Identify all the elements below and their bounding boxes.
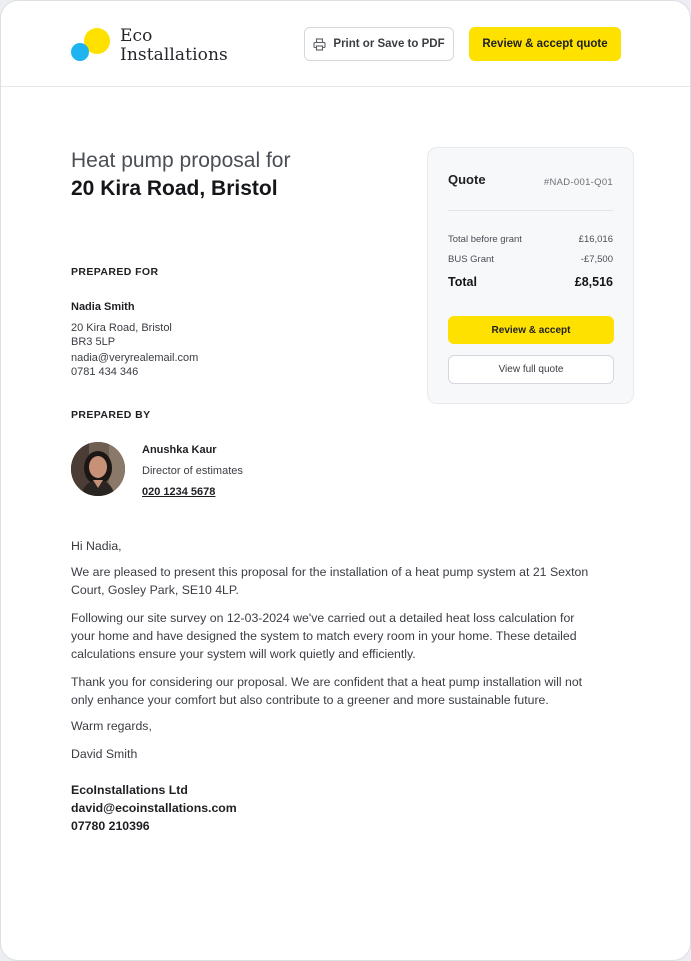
company-phone: 07780 210396 (71, 819, 150, 833)
customer-email: nadia@veryrealemail.com (71, 352, 199, 364)
letter-paragraph-3: Thank you for considering our proposal. We are confident that a heat pump installation will not only enhance your comfort but also contribute to a greener and more sustainable future. (71, 675, 583, 707)
brand-logo[interactable] (71, 27, 231, 67)
proposal-title-line-1: Heat pump proposal for (71, 149, 291, 172)
accept-button-label: Review & accept quote (482, 38, 608, 50)
company-name: EcoInstallations Ltd (71, 783, 188, 797)
letter-paragraph-2: Following our site survey on 12-03-2024 we've carried out a detailed heat loss calculation for your home and have designed the system to match every room in your home. These detailed calculations ensure your system will work quietly and efficiently. (71, 611, 577, 661)
brand-wordmark (120, 27, 228, 65)
agent-phone-link[interactable]: 020 1234 5678 (142, 486, 216, 498)
prepared-by-label: PREPARED BY (71, 409, 151, 421)
quote-row-bus-grant (448, 254, 613, 265)
quote-total-value: £8,516 (574, 275, 613, 289)
proposal-title-address: 20 Kira Road, Bristol (71, 177, 278, 200)
brand-line-1: Eco (120, 26, 153, 46)
quote-row-before-grant (448, 234, 613, 245)
quote-row-label: BUS Grant (448, 254, 494, 265)
prepared-for-label: PREPARED FOR (71, 266, 159, 278)
review-accept-quote-button[interactable] (469, 27, 621, 61)
customer-address-line-1: 20 Kira Road, Bristol (71, 322, 172, 334)
quote-reference: #NAD-001-Q01 (543, 177, 613, 188)
avatar (71, 442, 125, 496)
quote-row-label: Total before grant (448, 234, 522, 245)
quote-total-row (448, 275, 613, 289)
review-accept-label: Review & accept (491, 324, 571, 336)
letter-signer: David Smith (71, 747, 138, 761)
customer-postcode: BR3 5LP (71, 336, 116, 348)
quote-row-value: -£7,500 (580, 254, 613, 265)
print-button-label: Print or Save to PDF (333, 38, 445, 50)
review-accept-button[interactable] (448, 316, 614, 344)
agent-portrait-icon (71, 442, 125, 496)
letter-closing: Warm regards, (71, 719, 152, 733)
quote-summary-card (427, 147, 634, 404)
brand-line-2: Installations (120, 45, 228, 65)
customer-name: Nadia Smith (71, 301, 135, 313)
customer-phone: 0781 434 346 (71, 366, 139, 378)
quote-row-value: £16,016 (578, 234, 613, 245)
printer-icon (313, 38, 326, 51)
logo-mark-icon (71, 27, 113, 63)
header-bar (1, 1, 690, 87)
view-full-quote-button[interactable] (448, 355, 614, 384)
quote-total-label: Total (448, 275, 477, 289)
company-email: david@ecoinstallations.com (71, 801, 237, 815)
print-save-pdf-button[interactable] (304, 27, 454, 61)
letter-greeting: Hi Nadia, (71, 539, 122, 553)
agent-name: Anushka Kaur (142, 444, 217, 456)
quote-divider (448, 210, 613, 211)
view-full-quote-label: View full quote (498, 364, 564, 375)
quote-title: Quote (448, 172, 486, 187)
agent-role: Director of estimates (142, 465, 243, 477)
letter-paragraph-1: We are pleased to present this proposal for the installation of a heat pump system at 21 Sexton Court, Gosley Park, SE10 4LP. (71, 565, 589, 597)
